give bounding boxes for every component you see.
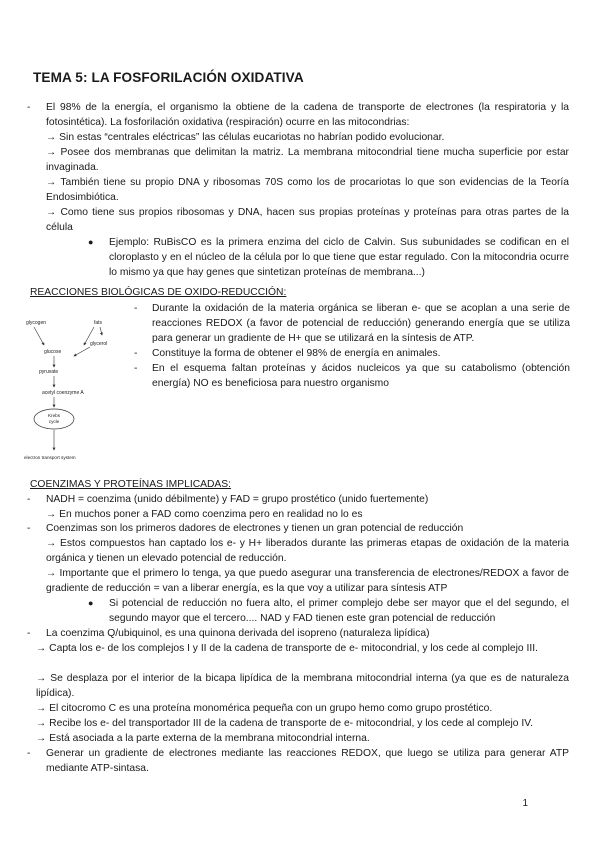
dot-bullet: ● <box>88 598 94 608</box>
coenzimas-heading: COENZIMAS Y PROTEÍNAS IMPLICADAS: <box>30 479 232 490</box>
pyruvate-label: pyruvate <box>39 369 59 375</box>
glycerol-label: glycerol <box>90 341 108 347</box>
intro-paragraph: El 98% de la energía, el organismo la obtiene de la cadena de transporte de electrones (la respiratoria y la fotosintética). La fosforilación oxidativa (respiración) ocurre en las mitocondrias: <box>46 102 569 128</box>
coenz-item-3: La coenzima Q/ubiquinol, es una quinona derivada del isopreno (naturaleza lipídica) <box>46 628 430 639</box>
fats-label: fats <box>94 320 103 326</box>
coenz-item-4: Generar un gradiente de electrones mediante las reacciones REDOX, que luego se utiliza para generar ATP mediante ATP-sintasa. <box>46 748 569 774</box>
arrow-fats-glycerol <box>100 327 102 335</box>
coenz-item-2: Coenzimas son los primeros dadores de electrones y tienen un gran potencial de reducción <box>46 523 464 534</box>
arrow-glycerol-glucose <box>74 347 90 356</box>
intro-arrow-4: → Como tiene sus propios ribosomas y DNA, hacen sus propias proteínas y proteínas para otras partes de la célula <box>46 207 569 233</box>
coenz-item-2-arrow-a: → Estos compuestos han captado los e- y H+ liberados durante las primeras etapas de oxidación de la materia orgánica y tienen un elevado potencial de reducción. <box>46 538 569 564</box>
page-title: TEMA 5: LA FOSFORILACIÓN OXIDATIVA <box>33 70 304 85</box>
redox-item-1: Durante la oxidación de la materia orgánica se liberan e- que se acoplan a una serie de reacciones REDOX (a favor de potencial de reducción) generando energía que se utiliza para generar un gradiente de H+ que se utilizará en la síntesis de ATP. <box>152 303 570 344</box>
glucose-label: glucose <box>44 349 62 355</box>
page-number: 1 <box>522 798 528 809</box>
coenz-item-3-arrow-a: → Capta los e- de los complejos I y II de la cadena de transporte de e- mitocondrial, y los cede al complejo III. <box>36 643 538 654</box>
metabolism-diagram <box>24 312 124 464</box>
coenz-item-3-arrow-e: → Está asociada a la parte externa de la membrana mitocondrial interna. <box>36 733 370 744</box>
coenz-item-3-arrow-b: → Se desplaza por el interior de la bicapa lipídica de la membrana mitocondrial interna (ya que es de naturaleza lipídica). <box>36 673 569 699</box>
coenz-item-3-arrow-d: → Recibe los e- del transportador III de la cadena de transporte de e- mitocondrial, y los cede al complejo IV. <box>36 718 534 729</box>
coenz-item-3-arrow-c: → El citocromo C es una proteína monomérica pequeña con un grupo hemo como grupo prostético. <box>36 703 493 714</box>
redox-heading: REACCIONES BIOLÓGICAS DE OXIDO-REDUCCIÓN: <box>30 287 287 298</box>
ets-label: electron transport system <box>24 455 76 460</box>
coenz-item-2-subpoint: Si potencial de reducción no fuera alto, el primer complejo debe ser mayor que el del segundo, el segundo mayor que el tercero.... NAD y FAD tienen este gran potencial de reducción <box>109 598 569 624</box>
dash-bullet: - <box>134 303 138 314</box>
intro-example: Ejemplo: RuBisCO es la primera enzima del ciclo de Calvin. Sus subunidades se codifican en el cloroplasto y en el núcleo de la célula por lo que tiene que estar regulado. Con la mitocondria ocurre lo mismo ya que hay genes que sintetizan proteínas de membrana...) <box>109 237 569 278</box>
intro-arrow-3: → También tiene su propio DNA y ribosomas 70S como los de procariotas lo que son evidencias de la Teoría Endosimbiótica. <box>46 177 569 203</box>
dash-bullet: - <box>27 748 31 759</box>
krebs-label: Krebs <box>47 413 61 418</box>
dash-bullet: - <box>27 628 31 639</box>
dash-bullet: - <box>27 102 31 113</box>
coenz-item-1-arrow: → En muchos poner a FAD como coenzima pero en realidad no lo es <box>46 509 363 520</box>
dash-bullet: - <box>134 348 138 359</box>
coenz-item-2-arrow-b: → Importante que el primero lo tenga, ya que puedo asegurar una transferencia de electrones/REDOX a favor de gradiente de reducción = van a liberar energía, es la que voy a utilizar para síntesis ATP <box>46 568 569 594</box>
arrow-glycogen-glucose <box>34 327 44 345</box>
dash-bullet: - <box>27 494 31 505</box>
redox-item-2: Constituye la forma de obtener el 98% de energía en animales. <box>152 348 441 359</box>
coenz-item-1: NADH = coenzima (unido débilmente) y FAD = grupo prostético (unido fuertemente) <box>46 494 429 505</box>
intro-arrow-1: → Sin estas “centrales eléctricas” las células eucariotas no habrían podido evolucionar. <box>46 132 445 143</box>
redox-item-3: En el esquema faltan proteínas y ácidos nucleicos ya que su catabolismo (obtención energía) NO es beneficiosa para nuestro organismo <box>152 363 570 389</box>
glycogen-label: glycogen <box>26 320 47 326</box>
dash-bullet: - <box>27 523 31 534</box>
dot-bullet: ● <box>88 237 94 247</box>
cycle-label: cycle <box>48 419 60 424</box>
intro-arrow-2: → Posee dos membranas que delimitan la matriz. La membrana mitocondrial tiene mucha superficie por estar invaginada. <box>46 147 569 173</box>
dash-bullet: - <box>134 363 138 374</box>
acetyl-coa-label: acetyl coenzyme A <box>42 390 84 396</box>
